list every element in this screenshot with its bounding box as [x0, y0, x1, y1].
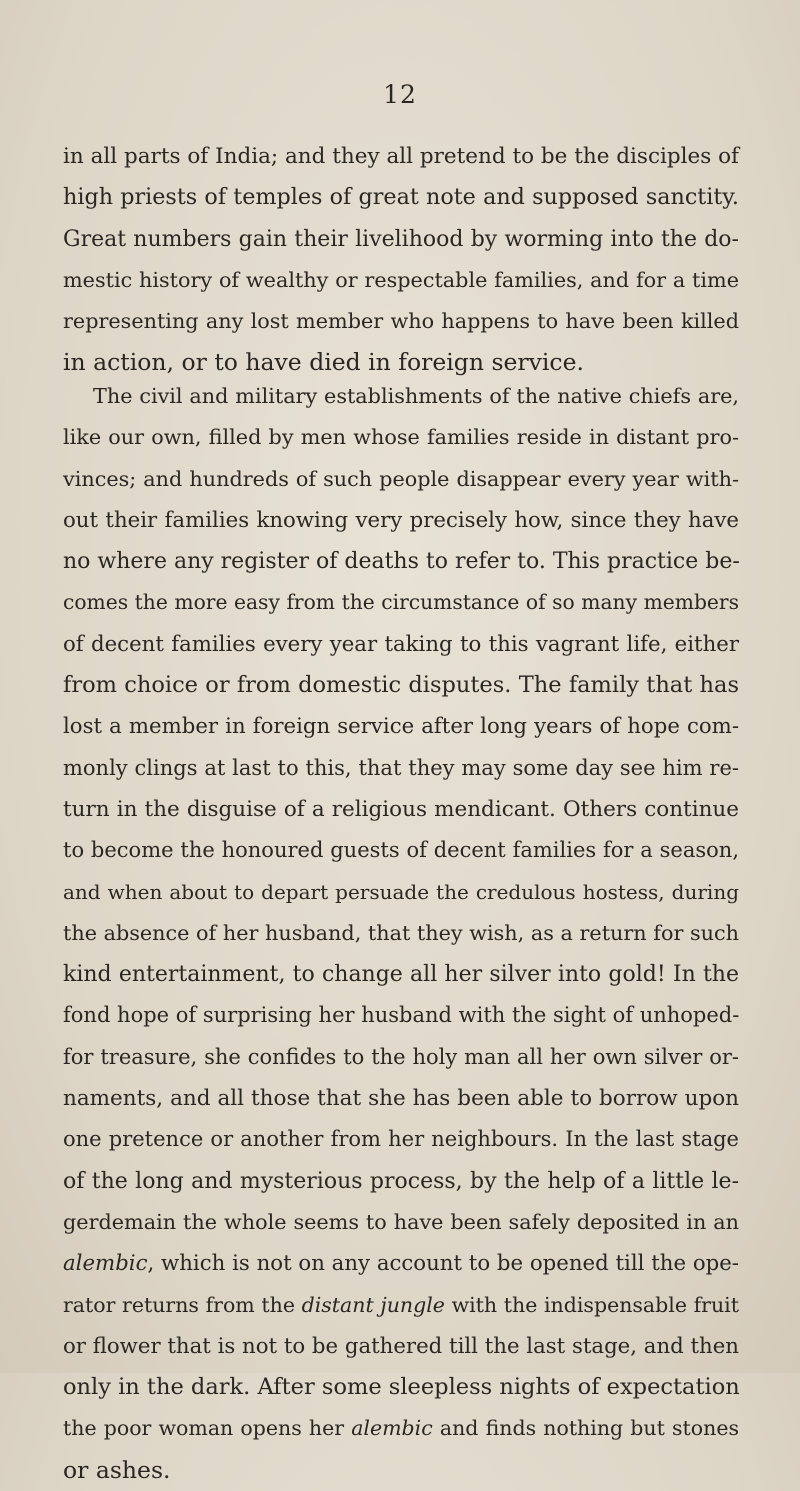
text-line: high priests of temples of great note and supposed sanctity. [63, 184, 739, 211]
text-line: Great numbers gain their livelihood by worming into the do- [63, 226, 739, 252]
text-line: the poor woman opens her alembic and finds nothing but stones [63, 1416, 739, 1441]
text-line: fond hope of surprising her husband with the sight of unhoped- [63, 1003, 740, 1028]
text-line: of decent families every year taking to this vagrant life, either [63, 631, 739, 657]
text-line: rator returns from the distant jungle with the indispensable fruit [63, 1292, 739, 1317]
text-line: the absence of her husband, that they wish, as a return for such [63, 920, 739, 945]
page-number: 12 [383, 80, 417, 109]
text-line: mestic history of wealthy or respectable families, and for a time [63, 267, 739, 292]
text-line: out their families knowing very precisely how, since they have [63, 507, 739, 533]
text-line: turn in the disguise of a religious mendicant. Others continue [63, 796, 739, 822]
text-line: no where any register of deaths to refer to. This practice be- [63, 549, 740, 575]
text-line: or flower that is not to be gathered till the last stage, and then [63, 1333, 739, 1359]
text-line: lost a member in foreign service after long years of hope com- [63, 714, 739, 740]
text-line: of the long and mysterious process, by the help of a little le- [63, 1168, 739, 1194]
text-line: representing any lost member who happens to have been killed [63, 309, 739, 334]
text-line: comes the more easy from the circumstance of so many members [63, 590, 739, 615]
text-line: kind entertainment, to change all her silver into gold! In the [63, 962, 739, 988]
text-line: in action, or to have died in foreign service. [63, 348, 584, 377]
text-line: gerdemain the whole seems to have been safely deposited in an [63, 1209, 739, 1234]
text-line: for treasure, she confides to the holy man all her own silver or- [63, 1044, 739, 1069]
text-line: alembic, which is not on any account to be opened till the ope- [63, 1251, 739, 1277]
paragraph-1 [63, 136, 739, 384]
text-line: only in the dark. After some sleepless nights of expectation [63, 1374, 740, 1401]
paragraph-2 [63, 376, 739, 1491]
text-line: naments, and all those that she has been able to borrow upon [63, 1086, 739, 1112]
text-line: like our own, filled by men whose families reside in distant pro- [63, 425, 739, 450]
text-line: monly clings at last to this, that they may some day see him re- [63, 755, 739, 780]
text-line: and when about to depart persuade the credulous hostess, during [63, 879, 739, 904]
text-line: one pretence or another from her neighbours. In the last stage [63, 1127, 739, 1152]
text-line: or ashes. [63, 1455, 171, 1484]
text-line: vinces; and hundreds of such people disappear every year with- [63, 466, 739, 491]
text-line: to become the honoured guests of decent families for a season, [63, 838, 739, 863]
text-line: in all parts of India; and they all pretend to be the disciples of [63, 144, 739, 169]
text-line: from choice or from domestic disputes. The family that has [63, 672, 739, 699]
text-line: The civil and military establishments of the native chiefs are, [93, 384, 739, 408]
